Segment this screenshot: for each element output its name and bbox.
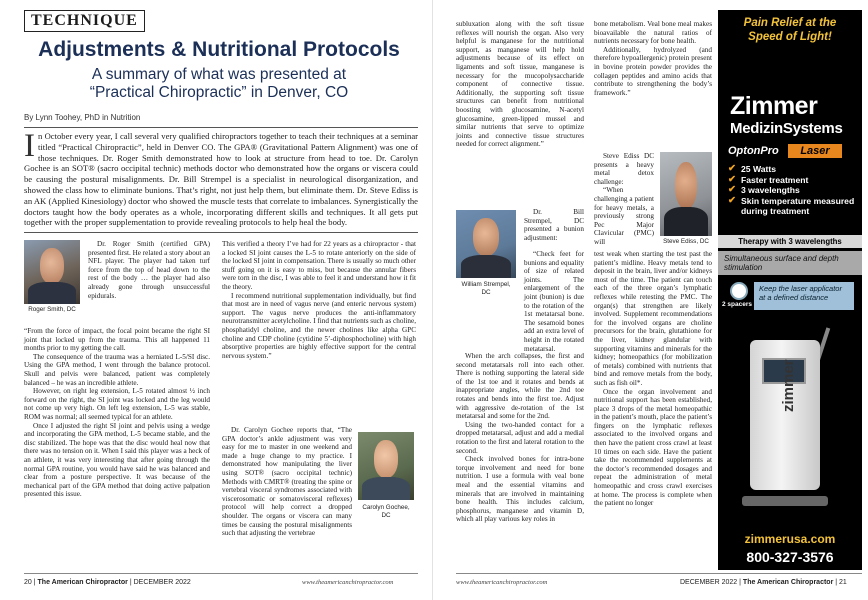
column-3-wrap-2 <box>524 250 584 353</box>
column-3-top <box>456 20 584 149</box>
article-title: Adjustments & Nutritional Protocols <box>38 38 400 61</box>
caption-line: DC <box>381 511 391 519</box>
caption-line: William Strempel, <box>461 281 511 288</box>
issue-date: DECEMBER 2022 <box>680 579 738 586</box>
spacers-label: 2 spacers <box>722 301 752 308</box>
publication-name: The American Chiropractor <box>37 579 128 586</box>
paragraph: Check involved bones for intra-bone torque involvement and need for bone nutrition. I use a formula with veal bone meal and the essential vitamins and minerals that are involved in maintaining bone health. This includes calcium, phosphorus, manganese and vitamin D, which all play various key roles in <box>456 455 584 524</box>
column-2 <box>222 240 416 360</box>
paragraph: test weak when starting the test past the patient’s midline. Heavy metals tend to deposit in the brain, liver and/or kidneys most of the time. The patient can touch each of the three organ’s lymphatic reflexes while retesting the PMC. The organ(s) that strengthen are likely involved. Supplement recommendations for the involved organs are choline precursors for the brain, glutathione for the liver, kidney glandular with supporting vitamins and minerals for the kidney; homeopathics (for mobilization of metals) combined with nutrients that bind and remove metals from the body, such as fish oil*. <box>594 250 712 387</box>
ad-headline <box>718 16 862 44</box>
page-number: 20 <box>24 579 32 586</box>
paragraph: “Check feet for bunions and equality of size of related joints. The enlargement of the joint (bunion) is due to the rotation of the 1st metatarsal bone. The sesamoid bones add an extra level of height in the rotated metatarsal. <box>524 250 584 353</box>
ad-website-link[interactable]: zimmerusa.com <box>744 532 836 546</box>
paragraph: Dr. Roger Smith (certified GPA) presented first. He related a story about an NFL player. The player had taken turf force from the top of head down to the rest of the body … the player had also already gone through unsuccessful epidurals. <box>88 240 210 300</box>
subtitle-line-2: “Practical Chiropractic” in Denver, CO <box>89 84 349 101</box>
check-icon: ✔ <box>728 163 736 174</box>
column-1-wrap <box>88 240 210 300</box>
column-2-wrap <box>222 426 352 538</box>
photo-caption: Roger Smith, DC <box>28 306 76 313</box>
intro-paragraph <box>24 128 418 228</box>
footer-url[interactable]: www.theamericanchiropractor.com <box>456 579 548 586</box>
paragraph: subluxation along with the soft tissue reflexes will nourish the organ. Also very helpful is manganese for the nutritional support, as manganese will help hold adjustments because of its effect on ligaments and soft tissue, manganese is necessary for the mucopolysaccharide component of connective tissue. Additionally, the supporting soft tissue structures can benefit from nutritional boosting with glucosamine, N-acetyl glucosamine, green-lipped mussel and similar nutrients that serve to optimize joints and connective tissue structures needed for correct alignment.” <box>456 20 584 149</box>
paragraph: Using the two-handed contact for a dropped metatarsal, adjust and add a medial rotation to the first and lateral rotation to the second. <box>456 420 584 455</box>
check-icon: ✔ <box>728 184 736 195</box>
publication-name: The American Chiropractor <box>742 579 834 586</box>
paragraph: “When challenging a patient for heavy metals, a previously strong Pec Major Clavicular (PMC) will <box>594 186 654 246</box>
paragraph: Steve Ediss DC presents a heavy metal detox challenge: <box>594 152 654 186</box>
column-1 <box>24 327 210 499</box>
feature-label: Faster treatment <box>741 174 809 185</box>
feature-label: 3 wavelengths <box>741 185 800 195</box>
spacer-icon <box>730 282 748 300</box>
ad-headline-line: Speed of Light! <box>748 31 832 43</box>
steve-ediss-photo <box>660 152 712 236</box>
feature-list <box>728 164 858 217</box>
paragraph: bone metabolism. Veal bone meal makes bioavailable the natural ratios of nutrients necessary for bone health. <box>594 20 712 46</box>
surface-banner: Simultaneous surface and depth stimulation <box>718 251 862 275</box>
paragraph: When the arch collapses, the first and second metatarsals roll into each other. There is nothing supporting the lateral side of the 1st toe and it rotates and bends at inappropriate angles, while the 2nd toe rotates and bends into the first toe. Adjust with aggressive de-rotation of the 1st metatarsal and some for the 2nd. <box>456 352 584 421</box>
right-footer: DECEMBER 2022 | The American Chiropractor | 21 <box>680 579 847 586</box>
paragraph: Dr. Carolyn Gochee reports that, “The GPA doctor’s ankle adjustment was very easy for me to master in one weekend and made a huge change to my practice. I demonstrated how manipulating the liver using SOT® (sacro occipital technic) Methods with CMRT® (treating the spine or vertebral visceral syndromes associated with viscerosomatic or somatovisceral reflexes) protocol will help correct a dropped shoulder. The organs or viscera can many times be causing the postural misalignments such that adjusting the vertebrae <box>222 426 352 538</box>
ad-phone-number[interactable]: 800-327-3576 <box>746 549 834 565</box>
feature-item <box>728 185 858 196</box>
column-3-wrap <box>524 208 584 242</box>
photo-caption: Steve Ediss, DC <box>663 238 709 245</box>
feature-label: 25 Watts <box>741 164 777 174</box>
laser-device-image <box>740 320 834 520</box>
carolyn-gochee-photo <box>358 432 414 500</box>
drop-cap: I <box>24 128 35 164</box>
keep-distance-banner: Keep the laser applicator at a defined distance <box>754 282 854 310</box>
section-tag: TECHNIQUE <box>24 10 145 32</box>
paragraph: “From the force of impact, the focal point became the right SI joint that locked up from the trauma. This all happened 11 months prior to my getting the call. <box>24 327 210 353</box>
column-4-top <box>594 20 712 97</box>
page-gutter <box>432 0 433 600</box>
caption-line: DC <box>481 288 491 296</box>
issue-date: DECEMBER 2022 <box>133 579 191 586</box>
feature-label: Skin temperature measured during treatment <box>741 195 855 216</box>
paragraph: Dr. Bill Strempel, DC presented a bunion adjustment: <box>524 208 584 242</box>
paragraph: I recommend nutritional supplementation individually, but find that most are in need of vagus nerve (and enteric nervous system) support. The vagus nerve produces the anti-inflammatory neurotransmitter acetylcholine. I find that nutrients such as choline, phosphatidyl choline, and the newer cholines like alpha GPC choline and CDP choline (cytidine 5’-diphosphocholine) with high absorptive properties are highly effective support for the central nervous system.” <box>222 291 417 360</box>
product-name: OptonPro <box>728 145 779 157</box>
check-icon: ✔ <box>728 173 736 185</box>
check-icon: ✔ <box>728 194 736 206</box>
column-4-wrap <box>594 152 654 247</box>
article-subtitle <box>24 66 414 102</box>
divider <box>24 127 418 128</box>
device-logo: zimmer <box>780 359 797 412</box>
subtitle-line-1: A summary of what was presented at <box>91 66 347 83</box>
footer-rule <box>24 573 418 574</box>
paragraph: Once I adjusted the right SI joint and pelvis using a wedge and incorporating the GPA method, L-5 became stable, and the disc stabilized. The hope was that the disc would heal now that there was no tension on it. When I said this player was a heck of an athlete, it was very interesting that after going through the normal GPA routine, you would have said he was balanced and clear from a posture perspective. It was because of the mechanical part of the GPA method that doing active palpation presented this issue. <box>24 421 210 499</box>
paragraph: The consequence of the trauma was a herniated L-5/SI disc. Using the GPA method, I went through the balance protocol. Skull and pelvis were balanced, patient was completely balanced – he was an incredible athlete. <box>24 352 210 387</box>
roger-smith-photo <box>24 240 80 304</box>
byline: By Lynn Toohey, PhD in Nutrition <box>24 113 141 122</box>
page-number: 21 <box>839 579 847 586</box>
feature-item <box>728 196 858 217</box>
paragraph: Additionally, hydrolyzed (and therefore hypoallergenic) protein present in bovine protein powder provides the collagen peptides and amino acids that contribute to strengthening the body’s framework.” <box>594 45 712 97</box>
intro-text: n October every year, I call several very qualified chiropractors together to teach their techniques at a seminar titled “Practical Chiropractic”, held in Denver CO. The GPA® (Gravitational Pattern Alignment) was one of those techniques. Dr. Roger Smith demonstrated how to look at structure from head to toe. Dr. Carolyn Gochee is an SOT® (sacro occipital technic) methods doctor who demonstrated how the organs or viscera could be causing the postural misalignments. Dr. Bill Strempel is a specialist in neurological disorganization, and showed the class how to eliminate bunions. That’s right, not just help them, but eliminate them. Dr. Steve Ediss is an AK (Applied Kinesiology) doctor who showed the muscle tests that correlate to imbalances. Synergistically the doctors taught how the body operates as a whole, incorporating different skills and techniques. It all gets put together with the proper supplementation to provide revealing protocols to help heal the body. <box>24 131 418 228</box>
footer-rule <box>456 573 862 574</box>
footer-url[interactable]: www.theamericanchiropractor.com <box>302 579 394 586</box>
photo-caption <box>352 504 420 519</box>
william-strempel-photo <box>456 210 516 278</box>
product-tag: Laser <box>788 144 842 158</box>
zimmer-advertisement[interactable] <box>718 10 862 570</box>
column-3-bottom <box>456 352 584 524</box>
feature-item <box>728 164 858 175</box>
brand-subtitle: MedizinSystems <box>730 120 843 137</box>
caption-line: Carolyn Gochee, <box>362 504 410 511</box>
paragraph: Once the organ involvement and nutritional support has been established, place 3 drops of the metal homeopathic in the patient’s mouth, place the patient’s fingers on the lymphatic reflexes associated to the involved organs and then have the patient cross crawl at least 10 times on each side. Have the patient take the recommended supplements at the doctor’s recommended dosages and repeat the administration of metal homeopathic and cross crawl exercises at home. The process is complete when the patient no longer <box>594 387 712 508</box>
divider <box>24 232 418 233</box>
zimmer-logo: Zimmer <box>730 92 818 120</box>
left-footer: 20 | The American Chiropractor | DECEMBER 2022 <box>24 579 191 586</box>
paragraph: This verified a theory I’ve had for 22 years as a chiropractor - that a locked SI joint causes the L-5 to rotate anteriorly on the side of the locked SI joint in compensation. There is usually so much other stuff going on it is easy to miss, but because the annular fibers were torn in the disc, I was able to feel it and understand how it fit the theory. <box>222 240 416 291</box>
therapy-banner: Therapy with 3 wavelengths <box>718 235 862 248</box>
photo-caption <box>452 281 520 296</box>
ad-headline-line: Pain Relief at the <box>743 17 837 29</box>
feature-item <box>728 175 858 186</box>
column-4-bottom <box>594 250 712 508</box>
paragraph: However, on right leg extension, L-5 rotated almost ½ inch forward on the right, the SI joint was locked and the leg would not come up very high. On left leg extension, L-5 was stable, ROM was normal; all seemed typical for an athlete. <box>24 387 210 421</box>
